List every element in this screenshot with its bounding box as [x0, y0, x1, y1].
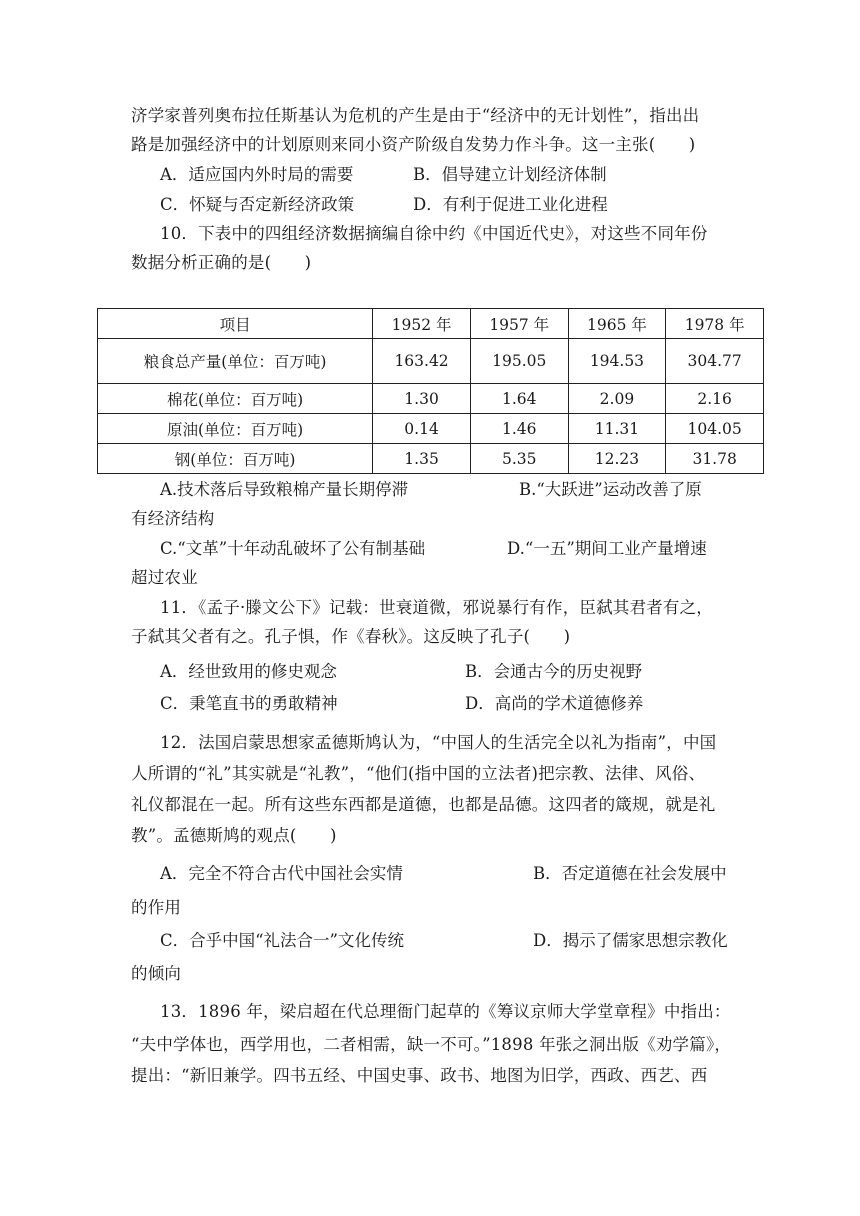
q12-option-a: A．完全不符合古代中国社会实情 [160, 864, 403, 883]
table-cell: 钢(单位：百万吨) [98, 444, 373, 474]
table-cell: 195.05 [470, 339, 568, 384]
table-cell: 棉花(单位：百万吨) [98, 384, 373, 414]
table-row [98, 339, 764, 384]
table-cell: 1.35 [373, 444, 471, 474]
table-cell: 2.09 [568, 384, 666, 414]
table-row [98, 444, 764, 474]
table-header-cell: 1965 年 [568, 309, 666, 339]
table-row [98, 414, 764, 444]
table-cell: 194.53 [568, 339, 666, 384]
q10-stem-line-2: 数据分析正确的是( ) [131, 253, 312, 272]
q11-stem-line-2: 子弑其父者有之。孔子惧，作《春秋》。这反映了孔子( ) [131, 627, 571, 646]
q11-option-a: A．经世致用的修史观念 [160, 662, 337, 681]
table-cell: 11.31 [568, 414, 666, 444]
q9-option-b: B．倡导建立计划经济体制 [413, 165, 607, 184]
table-cell: 2.16 [666, 384, 764, 414]
table-cell: 12.23 [568, 444, 666, 474]
table-cell: 304.77 [666, 339, 764, 384]
q9-option-d: D．有利于促进工业化进程 [413, 195, 608, 214]
table-cell: 104.05 [666, 414, 764, 444]
table-header-cell: 1978 年 [666, 309, 764, 339]
q13-stem-line-3: 提出：“新旧兼学。四书五经、中国史事、政书、地图为旧学，西政、西艺、西 [131, 1066, 708, 1085]
q10-option-b-cont: 有经济结构 [131, 509, 215, 528]
table-row [98, 384, 764, 414]
table-cell: 1.30 [373, 384, 471, 414]
q10-option-d: D.“一五”期间工业产量增速 [507, 539, 707, 558]
table-cell: 5.35 [470, 444, 568, 474]
q12-stem-line-1: 12．法国启蒙思想家孟德斯鸠认为，“中国人的生活完全以礼为指南”，中国 [160, 733, 717, 752]
q10-option-a: A.技术落后导致粮棉产量长期停滞 [160, 480, 409, 499]
q12-stem-line-2: 人所谓的“礼”其实就是“礼教”，“他们(指中国的立法者)把宗教、法律、风俗、 [131, 764, 706, 783]
table-cell: 1.64 [470, 384, 568, 414]
q12-option-b-cont: 的作用 [131, 898, 182, 917]
q10-option-d-cont: 超过农业 [131, 568, 198, 587]
q9-option-a: A．适应国内外时局的需要 [160, 165, 354, 184]
q13-stem-line-1: 13．1896 年，梁启超在代总理衙门起草的《筹议京师大学堂章程》中指出： [160, 1002, 731, 1021]
table-cell: 1.46 [470, 414, 568, 444]
q9-stem-line-1: 济学家普列奥布拉任斯基认为危机的产生是由于“经济中的无计划性”，指出出 [131, 106, 700, 125]
table-header-cell: 1952 年 [373, 309, 471, 339]
table-header-cell: 1957 年 [470, 309, 568, 339]
q9-stem-line-2: 路是加强经济中的计划原则来同小资产阶级自发势力作斗争。这一主张( ) [131, 135, 696, 154]
table-cell: 原油(单位：百万吨) [98, 414, 373, 444]
table-cell: 163.42 [373, 339, 471, 384]
q10-stem-line-1: 10．下表中的四组经济数据摘编自徐中约《中国近代史》，对这些不同年份 [160, 224, 708, 243]
q11-option-c: C．秉笔直书的勇敢精神 [160, 694, 338, 713]
q12-stem-line-4: 教”。孟德斯鸠的观点( ) [131, 826, 337, 845]
q11-stem-line-1: 11．《孟子·滕文公下》记载：世衰道微，邪说暴行有作，臣弑其君者有之， [160, 598, 713, 617]
q12-stem-line-3: 礼仪都混在一起。所有这些东西都是道德，也都是品德。这四者的箴规，就是礼 [131, 795, 716, 814]
q12-option-d: D．揭示了儒家思想宗教化 [533, 931, 728, 950]
q10-option-c: C.“文革”十年动乱破坏了公有制基础 [160, 539, 426, 558]
table-cell: 0.14 [373, 414, 471, 444]
table-header-row [98, 309, 764, 339]
q9-option-c: C．怀疑与否定新经济政策 [160, 195, 355, 214]
table-cell: 31.78 [666, 444, 764, 474]
q11-option-b: B．会通古今的历史视野 [465, 662, 643, 681]
q12-option-c: C．合乎中国“礼法合一”文化传统 [160, 931, 404, 950]
economic-data-table [97, 308, 764, 474]
table-cell: 粮食总产量(单位：百万吨) [98, 339, 373, 384]
q10-option-b: B.“大跃进”运动改善了原 [519, 480, 702, 499]
table-header-cell: 项目 [98, 309, 373, 339]
q12-option-b: B．否定道德在社会发展中 [533, 864, 727, 883]
q11-option-d: D．高尚的学术道德修养 [465, 694, 644, 713]
q13-stem-line-2: “夫中学体也，西学用也，二者相需，缺一不可。”1898 年张之洞出版《劝学篇》， [131, 1035, 732, 1054]
q12-option-d-cont: 的倾向 [131, 964, 182, 983]
